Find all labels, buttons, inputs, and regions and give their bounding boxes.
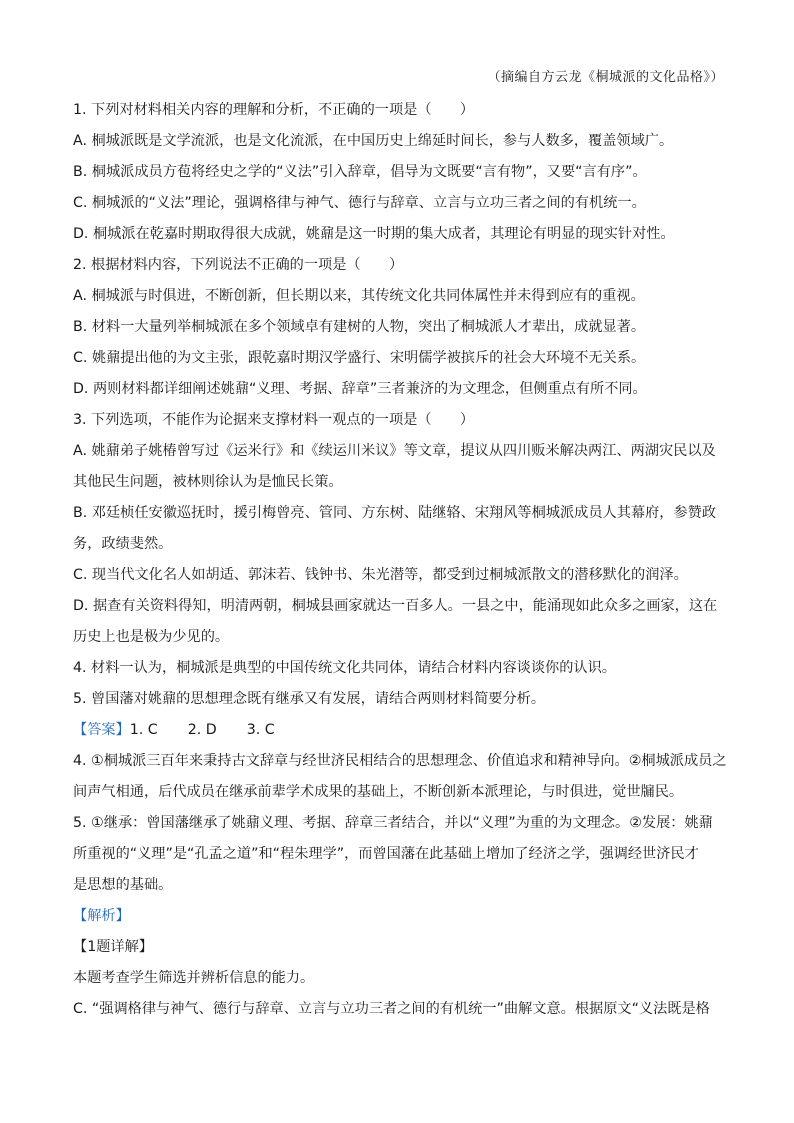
q3-option-b-line1: B. 邓廷桢任安徽巡抚时，援引梅曾亮、管同、方东树、陆继辂、宋翔风等桐城派成员人其幕府，参赞政 (73, 505, 717, 521)
answer-1: 1. C (129, 722, 158, 738)
q5-stem: 5. 曾国藩对姚鼐的思想理念既有继承又有发展，请结合两则材料简要分析。 (73, 691, 546, 707)
q1-option-a: A. 桐城派既是文学流派，也是文化流派，在中国历史上绵延时间长，参与人数多，覆盖领域广。 (73, 133, 674, 149)
q3-option-b-line2: 务，政绩斐然。 (73, 536, 173, 552)
q1-option-d: D. 桐城派在乾嘉时期取得很大成就，姚鼐是这一时期的集大成者，其理论有明显的现实针对性。 (73, 226, 675, 242)
answer-2: 2. D (187, 722, 217, 738)
answer-5-line1: 5. ①继承：曾国藩继承了姚鼐义理、考据、辞章三者结合，并以“义理”为重的为文理念。②发展：姚鼐 (73, 815, 713, 831)
answer-5-line2: 所重视的“义理”是“孔孟之道”和“程朱理学”，而曾国藩在此基础上增加了经济之学，强调经世济民才 (73, 846, 699, 862)
document-body (73, 95, 729, 1025)
source-citation: （摘编自方云龙《桐城派的文化品格》） (487, 70, 724, 85)
q2-option-c: C. 姚鼐提出他的为文主张，跟乾嘉时期汉学盛行、宋明儒学被摈斥的社会大环境不无关系。 (73, 350, 646, 366)
answer-4-line1: 4. ①桐城派三百年来秉持古文辞章与经世济民相结合的思想理念、价值追求和精神导向。②桐城派成员之 (73, 753, 727, 769)
q2-option-d: D. 两则材料都详细阐述姚鼐“义理、考据、辞章”三者兼济的为文理念，但侧重点有所不同。 (73, 381, 647, 397)
q3-option-d-line1: D. 据查有关资料得知，明清两朝，桐城县画家就达一百多人。一县之中，能涌现如此众多之画家，这在 (73, 598, 718, 614)
q1-stem: 1. 下列对材料相关内容的理解和分析，不正确的一项是（ ） (73, 102, 475, 118)
q3-option-d-line2: 历史上也是极为少见的。 (73, 629, 230, 645)
q1-option-b: B. 桐城派成员方苞将经史之学的“义法”引入辞章，倡导为文既要“言有物”，又要“言有序”。 (73, 164, 647, 180)
q3-option-a-line1: A. 姚鼐弟子姚椿曾写过《运米行》和《续运川米议》等文章，提议从四川贩米解决两江、两湖灾民以及 (73, 443, 716, 459)
q3-option-a-line2: 其他民生问题，被林则徐认为是恤民长策。 (73, 474, 343, 490)
analysis-label: 【解析】 (73, 908, 130, 924)
q3-stem: 3. 下列选项，不能作为论据来支撑材料一观点的一项是（ ） (73, 412, 475, 428)
answer-5-line3: 是思想的基础。 (73, 877, 173, 893)
q2-stem: 2. 根据材料内容，下列说法不正确的一项是（ ） (73, 257, 404, 273)
analysis-subheading-1: 【1题详解】 (73, 939, 153, 955)
answer-row (73, 715, 729, 746)
answer-label: 【答案】 (73, 722, 130, 738)
answer-3: 3. C (246, 722, 275, 738)
q3-option-c: C. 现当代文化名人如胡适、郭沫若、钱钟书、朱光潜等，都受到过桐城派散文的潜移默化的润泽。 (73, 567, 688, 583)
answer-4-line2: 间声气相通，后代成员在继承前辈学术成果的基础上，不断创新本派理论，与时俱进，觉世牖民。 (73, 784, 684, 800)
q1-option-c: C. 桐城派的“义法”理论，强调格律与神气、德行与辞章、立言与立功三者之间的有机统一。 (73, 195, 646, 211)
analysis-line2: C. “强调格律与神气、德行与辞章、立言与立功三者之间的有机统一”曲解文意。根据原文“义法既是格 (73, 1001, 710, 1017)
q2-option-a: A. 桐城派与时俱进，不断创新，但长期以来，其传统文化共同体属性并未得到应有的重视。 (73, 288, 645, 304)
analysis-line1: 本题考查学生筛选并辨析信息的能力。 (73, 970, 315, 986)
q2-option-b: B. 材料一大量列举桐城派在多个领域卓有建树的人物，突出了桐城派人才辈出，成就显著。 (73, 319, 646, 335)
q4-stem: 4. 材料一认为，桐城派是典型的中国传统文化共同体，请结合材料内容谈谈你的认识。 (73, 660, 616, 676)
